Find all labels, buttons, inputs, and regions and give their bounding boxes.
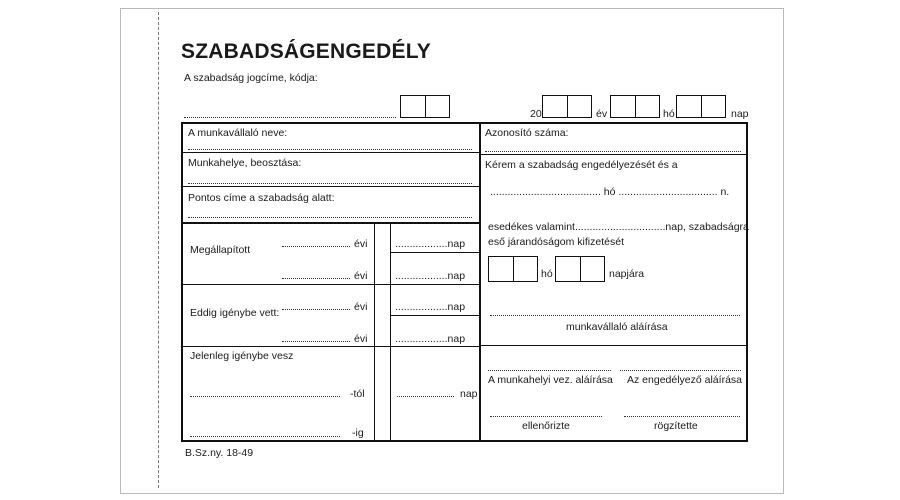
divider <box>390 315 479 316</box>
id-label: Azonosító száma: <box>485 127 569 139</box>
nap-label: nap <box>460 388 478 400</box>
established-days-field[interactable]: ..................nap <box>395 238 466 250</box>
month-label: hó <box>663 108 675 120</box>
manager-signature-label: A munkahelyi vez. aláírása <box>488 374 613 386</box>
used-annual-field[interactable] <box>282 309 350 310</box>
employee-name-label: A munkavállaló neve: <box>188 127 288 139</box>
due-line-2: eső járandóságom kifizetését <box>488 236 624 248</box>
payout-month-boxes[interactable] <box>488 256 538 282</box>
divider <box>181 284 479 285</box>
form-title: SZABADSÁGENGEDÉLY <box>181 40 431 63</box>
ig-label: -ig <box>352 427 364 439</box>
year-boxes[interactable] <box>542 95 592 118</box>
form-code: B.Sz.ny. 18-49 <box>185 447 254 459</box>
established-annual-field[interactable] <box>282 246 350 247</box>
divider <box>181 186 479 187</box>
employee-signature-label: munkavállaló aláírása <box>566 321 668 333</box>
established-label: Megállapított <box>190 244 251 256</box>
day-label: nap <box>731 108 749 120</box>
day-boxes[interactable] <box>676 95 726 118</box>
column-divider <box>390 222 391 442</box>
divider <box>479 345 748 346</box>
used-so-far-label: Eddig igénybe vett: <box>190 307 280 319</box>
year-label: év <box>596 108 608 120</box>
month-boxes[interactable] <box>610 95 660 118</box>
checked-label: ellenőrizte <box>522 420 570 432</box>
current-label: Jelenleg igénybe vesz <box>190 350 294 362</box>
workplace-field[interactable] <box>188 183 472 184</box>
divider <box>479 154 748 155</box>
current-days-field[interactable] <box>397 396 454 397</box>
tol-label: -tól <box>350 388 365 400</box>
approver-signature-label: Az engedélyező aláírása <box>627 374 742 386</box>
approver-signature-field[interactable] <box>620 370 741 371</box>
recorded-label: rögzítette <box>654 420 698 432</box>
center-divider <box>479 122 481 442</box>
payout-day-boxes[interactable] <box>555 256 605 282</box>
column-divider <box>374 222 375 442</box>
manager-signature-field[interactable] <box>488 370 611 371</box>
id-field[interactable] <box>485 151 741 152</box>
used-days-field[interactable]: ..................nap <box>395 301 466 313</box>
address-label: Pontos címe a szabadság alatt: <box>188 192 335 204</box>
established-annual-field-2[interactable] <box>282 278 350 279</box>
reason-dotted-line <box>184 117 396 118</box>
request-line-2[interactable]: ...................................... hó .................................. n. <box>490 186 730 198</box>
payout-month-label: hó <box>541 268 553 280</box>
perforation-line <box>158 12 159 488</box>
divider <box>181 222 479 224</box>
recorded-field[interactable] <box>624 416 740 417</box>
reason-code-boxes[interactable] <box>400 95 450 118</box>
current-to-field[interactable] <box>190 436 340 437</box>
divider <box>390 252 479 253</box>
address-field[interactable] <box>188 217 472 218</box>
current-from-field[interactable] <box>190 396 340 397</box>
divider <box>181 152 479 153</box>
evi-label: évi <box>354 301 368 313</box>
employee-name-field[interactable] <box>188 149 472 150</box>
used-days-field-2[interactable]: ..................nap <box>395 333 466 345</box>
reason-label: A szabadság jogcíme, kódja: <box>184 72 318 84</box>
request-line-1: Kérem a szabadság engedélyezését és a <box>485 159 678 171</box>
checked-field[interactable] <box>490 416 602 417</box>
payout-day-label: napjára <box>609 268 645 280</box>
due-line-1[interactable]: esedékes valamint...............................nap, szabadságra <box>488 221 749 233</box>
divider <box>181 346 479 347</box>
established-days-field-2[interactable]: ..................nap <box>395 270 466 282</box>
evi-label: évi <box>354 333 368 345</box>
evi-label: évi <box>354 238 368 250</box>
evi-label: évi <box>354 270 368 282</box>
workplace-label: Munkahelye, beosztása: <box>188 157 302 169</box>
used-annual-field-2[interactable] <box>282 341 350 342</box>
year-prefix: 20 <box>530 108 542 120</box>
employee-signature-field[interactable] <box>490 315 740 316</box>
